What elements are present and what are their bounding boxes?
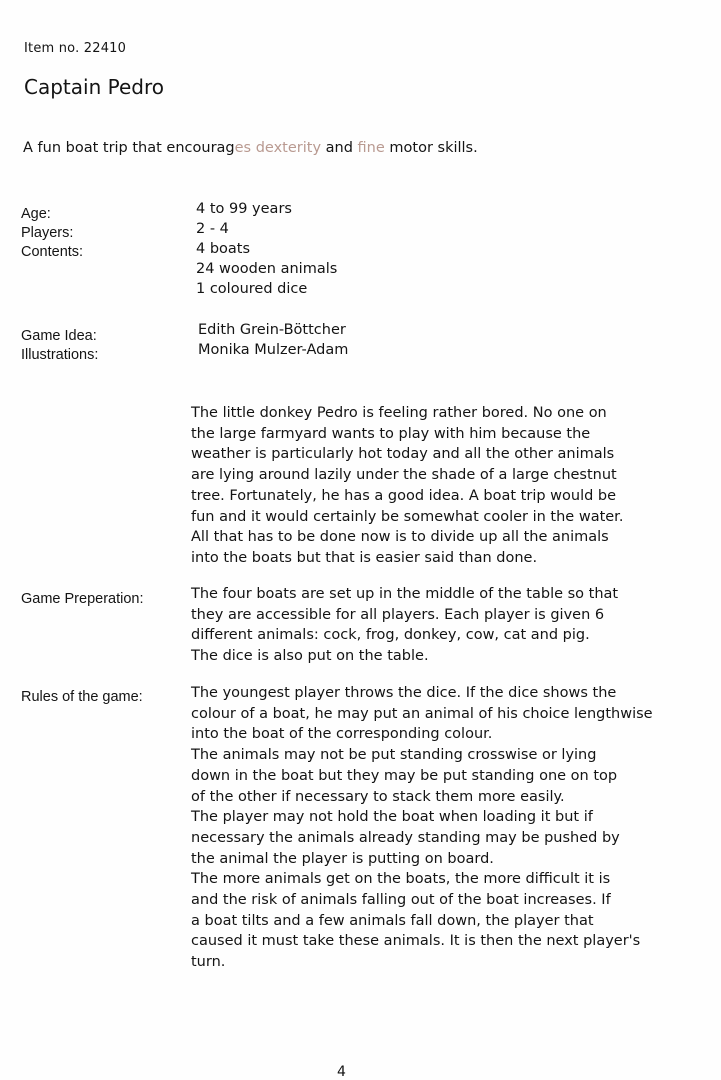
page-number: 4 <box>337 1064 346 1080</box>
rules-line: colour of a boat, he may put an animal of his choice lengthwise <box>191 705 653 722</box>
rules-line: into the boat of the corresponding colour. <box>191 726 493 743</box>
preparation-line: The four boats are set up in the middle of the table so that <box>191 586 619 602</box>
story-paragraph <box>191 403 691 569</box>
intro-part: motor skills. <box>384 140 478 156</box>
credits-labels <box>21 327 98 365</box>
preparation-paragraph <box>191 584 691 667</box>
rules-label: Rules of the game: <box>21 689 143 705</box>
illustrations-value: Monika Mulzer-Adam <box>198 342 349 358</box>
intro-part: and <box>321 140 358 156</box>
rules-line: of the other if necessary to stack them more easily. <box>191 788 565 805</box>
rules-line: turn. <box>191 954 226 971</box>
contents-value: 24 wooden animals <box>196 261 338 277</box>
preparation-line: they are accessible for all players. Each player is given 6 <box>191 606 605 623</box>
players-label: Players: <box>21 225 74 241</box>
story-line: the large farmyard wants to play with him because the <box>191 425 591 442</box>
page-title: Captain Pedro <box>24 75 164 99</box>
rules-line: down in the boat but they may be put standing one on top <box>191 767 618 784</box>
game-idea-value: Edith Grein-Böttcher <box>198 322 346 338</box>
item-number: Item no. 22410 <box>24 41 127 56</box>
rules-line: the animal the player is putting on board. <box>191 850 494 867</box>
contents-value: 4 boats <box>196 241 251 257</box>
preparation-label: Game Preperation: <box>21 591 144 607</box>
intro-faded-part: fine <box>357 140 385 156</box>
rules-line: a boat tilts and a few animals fall down, the player that <box>191 912 594 929</box>
rules-line: The youngest player throws the dice. If the dice shows the <box>191 685 617 701</box>
story-line: tree. Fortunately, he has a good idea. A boat trip would be <box>191 487 617 504</box>
illustrations-label: Illustrations: <box>21 347 99 363</box>
intro-faded-part: es dexterity <box>234 140 322 156</box>
intro-part: A fun boat trip that encourag <box>23 140 235 156</box>
story-line: The little donkey Pedro is feeling rather bored. No one on <box>191 405 607 421</box>
contents-value: 1 coloured dice <box>196 281 308 297</box>
players-value: 2 - 4 <box>196 221 229 237</box>
rules-line: The player may not hold the boat when loading it but if <box>191 809 593 826</box>
rules-line: caused it must take these animals. It is then the next player's <box>191 933 641 950</box>
age-label: Age: <box>21 206 51 222</box>
preparation-line: different animals: cock, frog, donkey, cow, cat and pig. <box>191 627 590 644</box>
contents-label: Contents: <box>21 244 84 260</box>
rules-line: The animals may not be put standing crosswise or lying <box>191 747 597 764</box>
rules-line: The more animals get on the boats, the more difficult it is <box>191 871 611 888</box>
rules-line: and the risk of animals falling out of the boat increases. If <box>191 892 611 909</box>
age-value: 4 to 99 years <box>196 201 292 217</box>
story-line: fun and it would certainly be somewhat cooler in the water. <box>191 508 624 525</box>
preparation-line: The dice is also put on the table. <box>191 648 429 665</box>
rules-paragraph <box>191 683 691 973</box>
game-idea-label: Game Idea: <box>21 328 97 344</box>
intro-text <box>23 140 478 156</box>
rules-line: necessary the animals already standing may be pushed by <box>191 829 620 846</box>
details-values <box>196 199 337 299</box>
credits-values <box>198 320 348 360</box>
story-line: are lying around lazily under the shade of a large chestnut <box>191 467 617 484</box>
story-line: into the boats but that is easier said than done. <box>191 549 538 566</box>
story-line: All that has to be done now is to divide up all the animals <box>191 529 609 546</box>
details-labels <box>21 205 83 262</box>
story-line: weather is particularly hot today and all the other animals <box>191 446 615 463</box>
